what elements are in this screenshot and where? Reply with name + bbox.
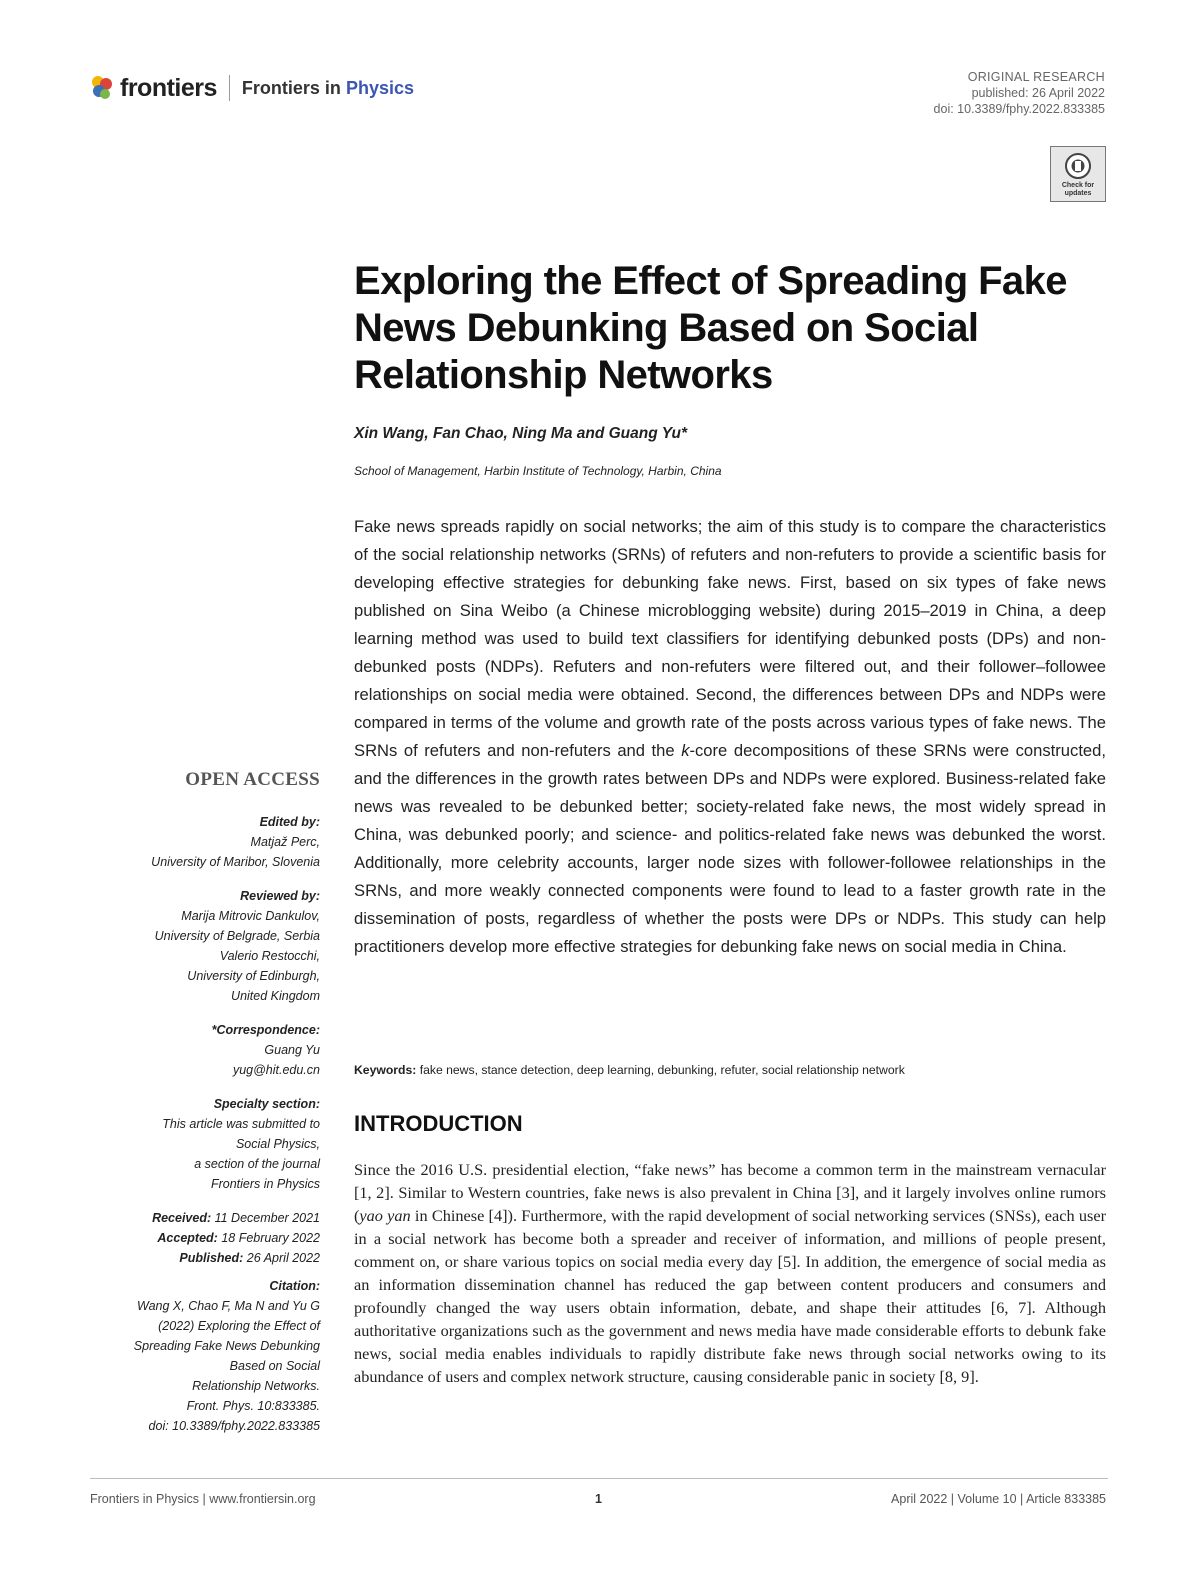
check-for-updates-button[interactable] — [1050, 146, 1106, 202]
dates-section — [90, 1208, 320, 1268]
keywords-text: fake news, stance detection, deep learning, debunking, refuter, social relationship network — [419, 1063, 905, 1077]
article-title: Exploring the Effect of Spreading Fake News Debunking Based on Social Relationship Networks — [354, 259, 1067, 397]
author-list[interactable]: Xin Wang, Fan Chao, Ning Ma and Guang Yu* — [354, 425, 687, 442]
specialty-line: Social Physics, — [235, 1137, 320, 1151]
article-type: ORIGINAL RESEARCH — [967, 70, 1105, 84]
reviewed-by-section — [90, 886, 320, 1006]
citation-line: (2022) Exploring the Effect of — [158, 1319, 320, 1333]
intro-yao-yan: yao yan — [359, 1206, 411, 1225]
logo-divider — [229, 75, 230, 101]
journal-name — [242, 78, 414, 99]
publisher-name: frontiers — [120, 73, 217, 102]
journal-accent: Physics — [345, 77, 414, 98]
page-number: 1 — [595, 1492, 602, 1506]
published-date: published: 26 April 2022 — [971, 86, 1105, 100]
publisher-logo[interactable] — [90, 72, 414, 104]
citation-line: Wang X, Chao F, Ma N and Yu G — [137, 1299, 320, 1313]
abstract-text-2: -core decompositions of these SRNs were constructed, and the differences in the growth rates between DPs and NDPs were explored. Business-related fake news was revealed to be debunked better; society-related fake news, the most widely spread in China, was debunked poorly; and science- and politics-related fake news was debunked the worst. Additionally, more celebrity accounts, larger node sizes with follower-followee relationships in the SRNs, and more weakly connected components were found to lead to a faster growth rate in the dissemination of posts, regardless of whether the posts were DPs or NDPs. This study can help practitioners develop more effective strategies for debunking fake news on social media in China. — [354, 741, 1107, 956]
keywords — [354, 1063, 1106, 1077]
reviewer-line: University of Edinburgh, — [187, 969, 320, 983]
accepted-line — [90, 1228, 320, 1248]
specialty-line: Frontiers in Physics — [210, 1177, 320, 1191]
citation-line: Based on Social — [229, 1359, 320, 1373]
section-heading-introduction: INTRODUCTION — [354, 1111, 523, 1136]
citation-line: Relationship Networks. — [192, 1379, 320, 1393]
received-date: 11 December 2021 — [214, 1211, 320, 1225]
journal-prefix: Frontiers in — [241, 77, 341, 98]
open-access-badge: OPEN ACCESS — [185, 769, 320, 790]
correspondence-section — [90, 1020, 320, 1080]
published-label: Published: — [179, 1251, 244, 1265]
citation-doi[interactable]: doi: 10.3389/fphy.2022.833385 — [148, 1419, 320, 1433]
received-label: Received: — [152, 1211, 212, 1225]
editor-affiliation: University of Maribor, Slovenia — [151, 855, 320, 869]
abstract-text-1: Fake news spreads rapidly on social networks; the aim of this study is to compare the characteristics of the social relationship networks (SRNs) of refuters and non-refuters to provide a scientific basis for developing effective strategies for debunking fake news. First, based on six types of fake news published on Sina Weibo (a Chinese microblogging website) during 2015–2019 in China, a deep learning method was used to build text classifiers for identifying debunked posts (DPs) and non-debunked posts (NDPs). Refuters and non-refuters were filtered out, and their follower–followee relationships on social media were obtained. Second, the differences between DPs and NDPs were compared in terms of the volume and growth rate of the posts across various types of fake news. The SRNs of refuters and non-refuters and the — [354, 517, 1106, 760]
reviewer-line: University of Belgrade, Serbia — [154, 929, 320, 943]
footer-volume-info: April 2022 | Volume 10 | Article 833385 — [891, 1492, 1106, 1506]
specialty-line: a section of the journal — [194, 1157, 320, 1171]
doi[interactable]: doi: 10.3389/fphy.2022.833385 — [933, 102, 1105, 116]
frontiers-logo-mark-icon — [90, 74, 114, 102]
correspondence-email[interactable]: yug@hit.edu.cn — [232, 1063, 320, 1077]
affiliation: School of Management, Harbin Institute of Technology, Harbin, China — [354, 464, 722, 478]
reviewer-line: United Kingdom — [231, 989, 320, 1003]
specialty-section — [90, 1094, 320, 1194]
specialty-line: This article was submitted to — [162, 1117, 320, 1131]
article-meta — [934, 69, 1105, 117]
citation-line: Front. Phys. 10:833385. — [186, 1399, 320, 1413]
edited-by-label: Edited by: — [259, 815, 320, 829]
abstract — [354, 513, 1106, 961]
article-sidebar — [90, 770, 320, 1442]
editor-name: Matjaž Perc, — [250, 835, 320, 849]
reviewed-by-label: Reviewed by: — [240, 889, 320, 903]
abstract-k: k — [681, 741, 690, 760]
citation-label: Citation: — [269, 1279, 320, 1293]
published-line — [90, 1248, 320, 1268]
accepted-label: Accepted: — [157, 1231, 218, 1245]
published-date-sidebar: 26 April 2022 — [246, 1251, 320, 1265]
crossmark-label-2: updates — [1064, 190, 1092, 197]
edited-by-section — [90, 812, 320, 872]
reviewer-line: Valerio Restocchi, — [219, 949, 320, 963]
crossmark-label-1: Check for — [1061, 182, 1095, 189]
correspondence-label: *Correspondence: — [211, 1023, 320, 1037]
correspondence-name: Guang Yu — [264, 1043, 320, 1057]
footer-divider — [90, 1478, 1108, 1479]
reviewer-line: Marija Mitrovic Dankulov, — [181, 909, 320, 923]
accepted-date: 18 February 2022 — [221, 1231, 320, 1245]
intro-text-1: Since the 2016 U.S. presidential election, “fake news” has become a common term in the mainstream vernacular [1, 2]. Similar to Western countries, fake news is also prevalent in China [3], and it largely involves online rumors ( — [354, 1160, 1106, 1225]
received-line — [90, 1208, 320, 1228]
introduction-paragraph — [354, 1158, 1106, 1388]
keywords-label: Keywords: — [354, 1063, 417, 1077]
citation-section — [90, 1276, 320, 1436]
crossmark-icon — [1051, 147, 1105, 201]
intro-text-2: in Chinese [4]). Furthermore, with the rapid development of social networking services (SNSs), each user in a social network has become both a spreader and receiver of information, and millions of people present, comment on, or share various topics on social media every day [5]. In addition, the emergence of social media as an information dissemination channel has reduced the gap between content producers and consumers and profoundly changed the way users obtain information, debate, and shape their attitudes [6, 7]. Although authoritative organizations such as the government and news media have made considerable efforts to debunk fake news, social media enables individuals to rapidly distribute fake news through social networks owing to its abundance of users and complex network structure, causing considerable panic in society [8, 9]. — [354, 1206, 1106, 1386]
specialty-label: Specialty section: — [213, 1097, 320, 1111]
footer-journal-link[interactable]: Frontiers in Physics | www.frontiersin.org — [90, 1492, 316, 1506]
citation-line: Spreading Fake News Debunking — [133, 1339, 320, 1353]
